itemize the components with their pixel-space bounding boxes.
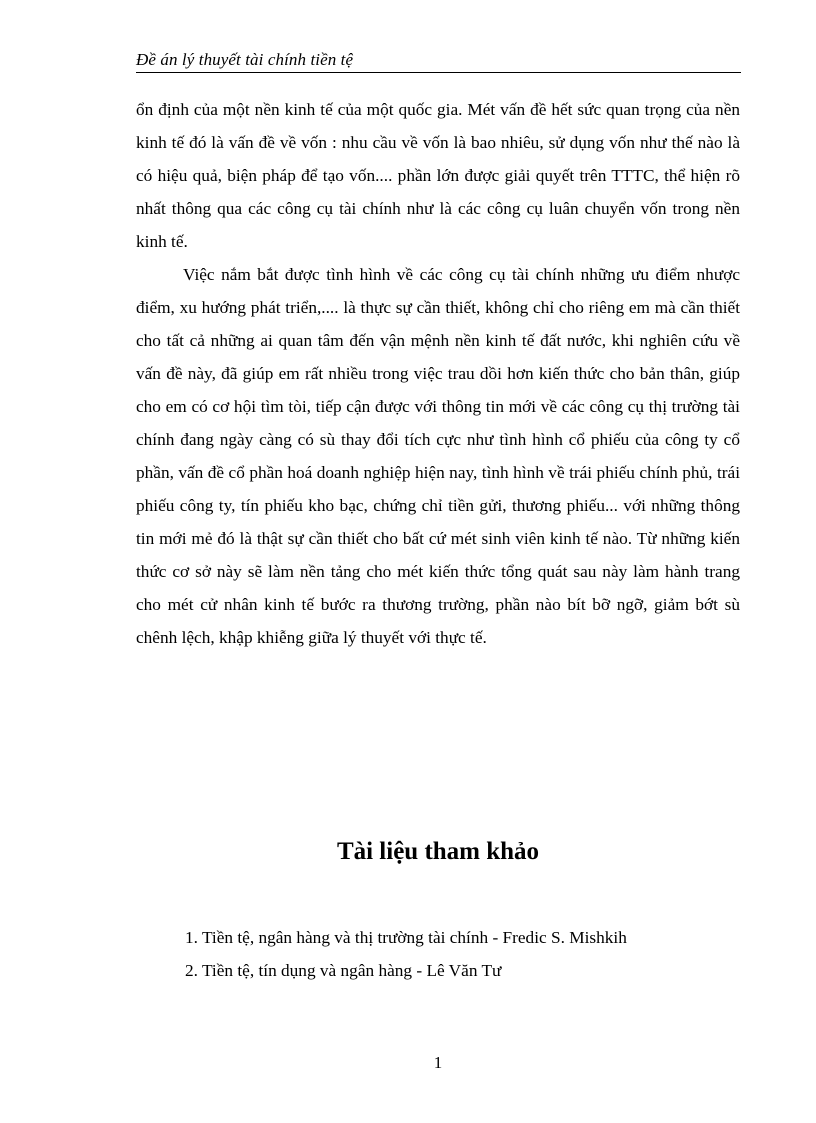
body-text	[136, 93, 740, 654]
reference-item: 2. Tiền tệ, tín dụng và ngân hàng - Lê Văn Tư	[185, 961, 502, 980]
references-heading: Tài liệu tham khảo	[336, 838, 540, 865]
body-paragraph: Việc nắm bắt được tình hình về các công cụ tài chính những ưu điểm nhược điểm, xu hướng phát triển,.... là thực sự cần thiết, không chỉ cho riêng em mà cần thiết cho tất cả những ai quan tâm đến vận mệnh nền kinh tế đất nước, khi nghiên cứu về vấn đề này, đã giúp em rất nhiều trong việc trau dồi hơn kiến thức cho bản thân, giúp cho em có cơ hội tìm tòi, tiếp cận được với thông tin mới về các công cụ thị trường tài chính đang ngày càng có sù thay đổi tích cực như tình hình cổ phiếu của công ty cổ phần, vấn đề cổ phần hoá doanh nghiệp hiện nay, tình hình về trái phiếu chính phủ, trái phiếu công ty, tín phiếu kho bạc, chứng chỉ tiền gửi, thương phiếu... với những thông tin mới mẻ đó là thật sự cần thiết cho bất cứ mét sinh viên kinh tế nào. Từ những kiến thức cơ sở này sẽ làm nền tảng cho mét kiến thức tổng quát sau này làm hành trang cho mét cử nhân kinh tế bước ra thương trường, phần nào bít bỡ ngỡ, giảm bớt sù chênh lệch, khập khiễng giữa lý thuyết với thực tế.	[136, 265, 740, 647]
header-title: Đề án lý thuyết tài chính tiền tệ	[136, 50, 354, 69]
body-paragraph: ổn định của một nền kinh tế của một quốc gia. Mét vấn đề hết sức quan trọng của nền kinh tế đó là vấn đề về vốn : nhu cầu về vốn là bao nhiêu, sử dụng vốn như thế nào là có hiệu quả, biện pháp để tạo vốn.... phần lớn được giải quyết trên TTTC, thể hiện rõ nhất thông qua các công cụ tài chính như là các công cụ luân chuyển vốn trong nền kinh tế.	[136, 100, 740, 251]
page-header	[136, 48, 741, 73]
reference-item: 1. Tiền tệ, ngân hàng và thị trường tài chính - Fredic S. Mishkih	[185, 928, 627, 947]
page-number: 1	[433, 1053, 443, 1072]
references-list	[185, 921, 765, 987]
